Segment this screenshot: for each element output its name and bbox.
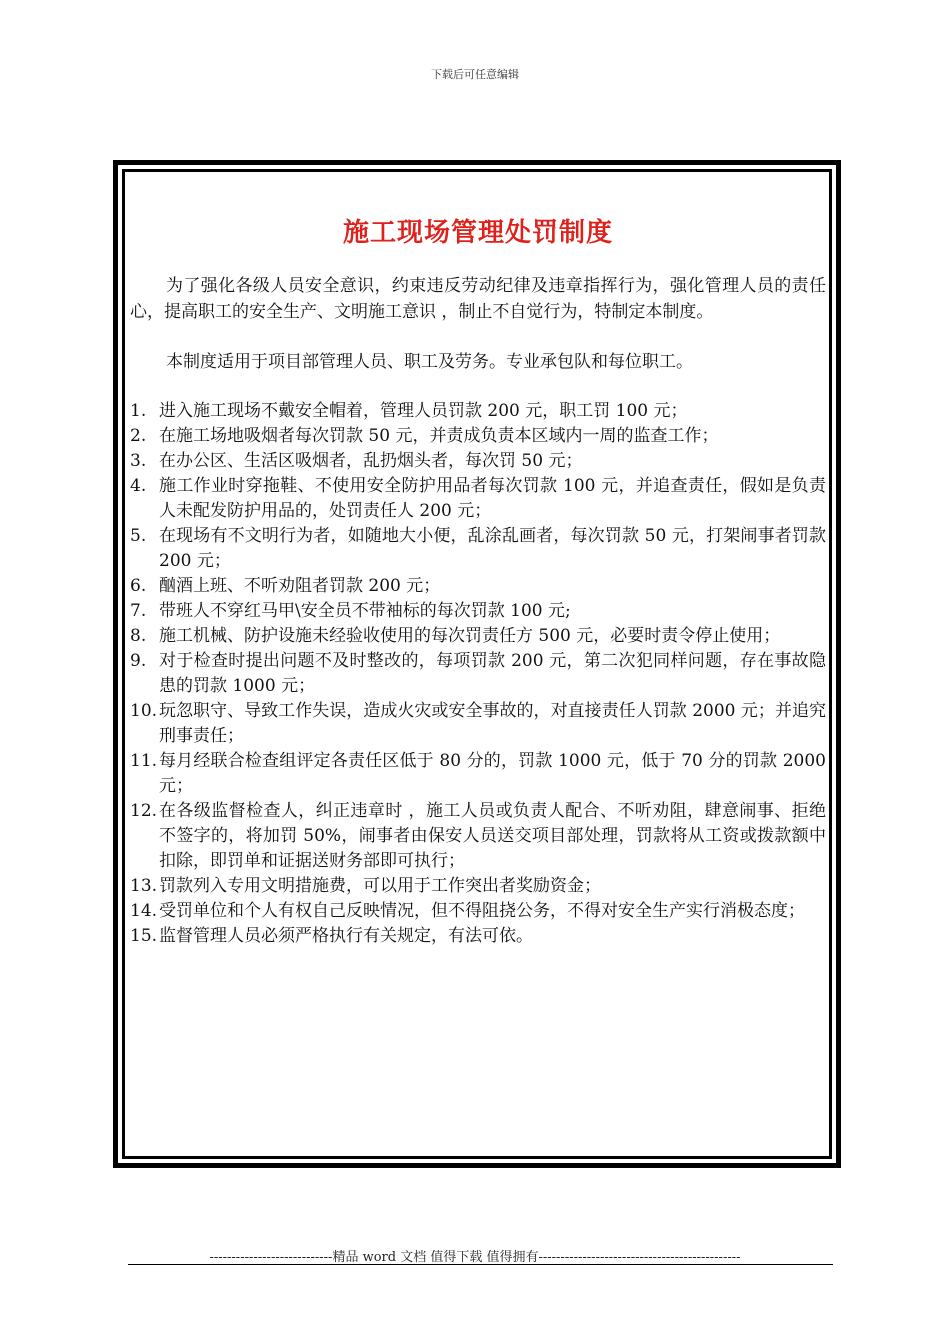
rule-item [130, 399, 826, 424]
rule-text: 在各级监督检查人，纠正违章时 ，施工人员或负责人配合、不听劝阻，肆意闹事、拒绝不签字的，将加罚 50%，闹事者由保安人员送交项目部处理，罚款将从工资或拨款额中扣除，即罚单和证据送财务部即可执行； [159, 801, 826, 871]
rule-item [130, 624, 826, 649]
rule-text: 在现场有不文明行为者，如随地大小便，乱涂乱画者，每次罚款 50 元，打架闹事者罚款 200 元； [159, 526, 826, 571]
rule-text: 监督管理人员必须严格执行有关规定，有法可依。 [159, 926, 533, 946]
rule-text: 罚款列入专用文明措施费，可以用于工作突出者奖励资金； [159, 876, 601, 896]
rule-item [130, 424, 826, 449]
rule-number: 9. [130, 651, 147, 671]
rule-item [130, 524, 826, 574]
rule-item [130, 924, 826, 949]
rule-text: 带班人不穿红马甲\安全员不带袖标的每次罚款 100 元; [159, 601, 571, 621]
header-note: 下载后可任意编辑 [431, 68, 519, 81]
rule-number: 5. [130, 526, 147, 546]
footer-note: ----------------------------精品 word 文档 值得下载 值得拥有---------------------------------------------- [209, 1250, 741, 1265]
rule-text: 对于检查时提出问题不及时整改的，每项罚款 200 元，第二次犯同样问题，存在事故隐患的罚款 1000 元； [159, 651, 826, 696]
scope-paragraph: 本制度适用于项目部管理人员、职工及劳务。专业承包队和每位职工。 [166, 352, 693, 372]
rule-item [130, 449, 826, 474]
rule-number: 11. [130, 751, 158, 771]
rule-number: 2. [130, 426, 147, 446]
rule-number: 10. [130, 701, 158, 721]
rule-text: 每月经联合检查组评定各责任区低于 80 分的，罚款 1000 元，低于 70 分的罚款 2000 元； [159, 751, 826, 796]
rule-item [130, 699, 826, 749]
rule-text: 施工作业时穿拖鞋、不使用安全防护用品者每次罚款 100 元，并追查责任，假如是负责人未配发防护用品的，处罚责任人 200 元； [159, 476, 826, 521]
rule-text: 在施工场地吸烟者每次罚款 50 元，并责成负责本区域内一周的监查工作； [159, 426, 719, 446]
rule-number: 1. [130, 401, 147, 421]
rule-item [130, 474, 826, 524]
rule-number: 6. [130, 576, 147, 596]
rules-list [130, 399, 826, 949]
rule-item [130, 799, 826, 874]
rule-text: 玩忽职守、导致工作失误，造成火灾或安全事故的，对直接责任人罚款 2000 元；并追究刑事责任； [159, 701, 826, 746]
intro-paragraph: 为了强化各级人员安全意识，约束违反劳动纪律及违章指挥行为，强化管理人员的责任心，提高职工的安全生产、文明施工意识 ，制止不自觉行为，特制定本制度。 [130, 276, 826, 322]
document-title: 施工现场管理处罚制度 [342, 218, 613, 248]
rule-text: 受罚单位和个人有权自己反映情况，但不得阻挠公务，不得对安全生产实行消极态度； [159, 901, 805, 921]
rule-number: 13. [130, 876, 158, 896]
rule-text: 酗酒上班、不听劝阻者罚款 200 元； [159, 576, 441, 596]
rule-text: 施工机械、防护设施未经验收使用的每次罚责任方 500 元，必要时责令停止使用； [159, 626, 781, 646]
rule-item [130, 574, 826, 599]
rule-number: 14. [130, 901, 158, 921]
rule-text: 在办公区、生活区吸烟者，乱扔烟头者，每次罚 50 元； [159, 451, 583, 471]
rule-item [130, 649, 826, 699]
rule-item [130, 874, 826, 899]
rule-number: 8. [130, 626, 147, 646]
document-body [130, 205, 826, 949]
rule-number: 4. [130, 476, 147, 496]
rule-item [130, 749, 826, 799]
rule-item [130, 599, 826, 624]
rule-item [130, 899, 826, 924]
rule-text: 进入施工现场不戴安全帽着，管理人员罚款 200 元，职工罚 100 元； [159, 401, 688, 421]
rule-number: 7. [130, 601, 147, 621]
footer-divider [128, 1264, 833, 1265]
rule-number: 12. [130, 801, 158, 821]
rule-number: 3. [130, 451, 147, 471]
rule-number: 15. [130, 926, 158, 946]
